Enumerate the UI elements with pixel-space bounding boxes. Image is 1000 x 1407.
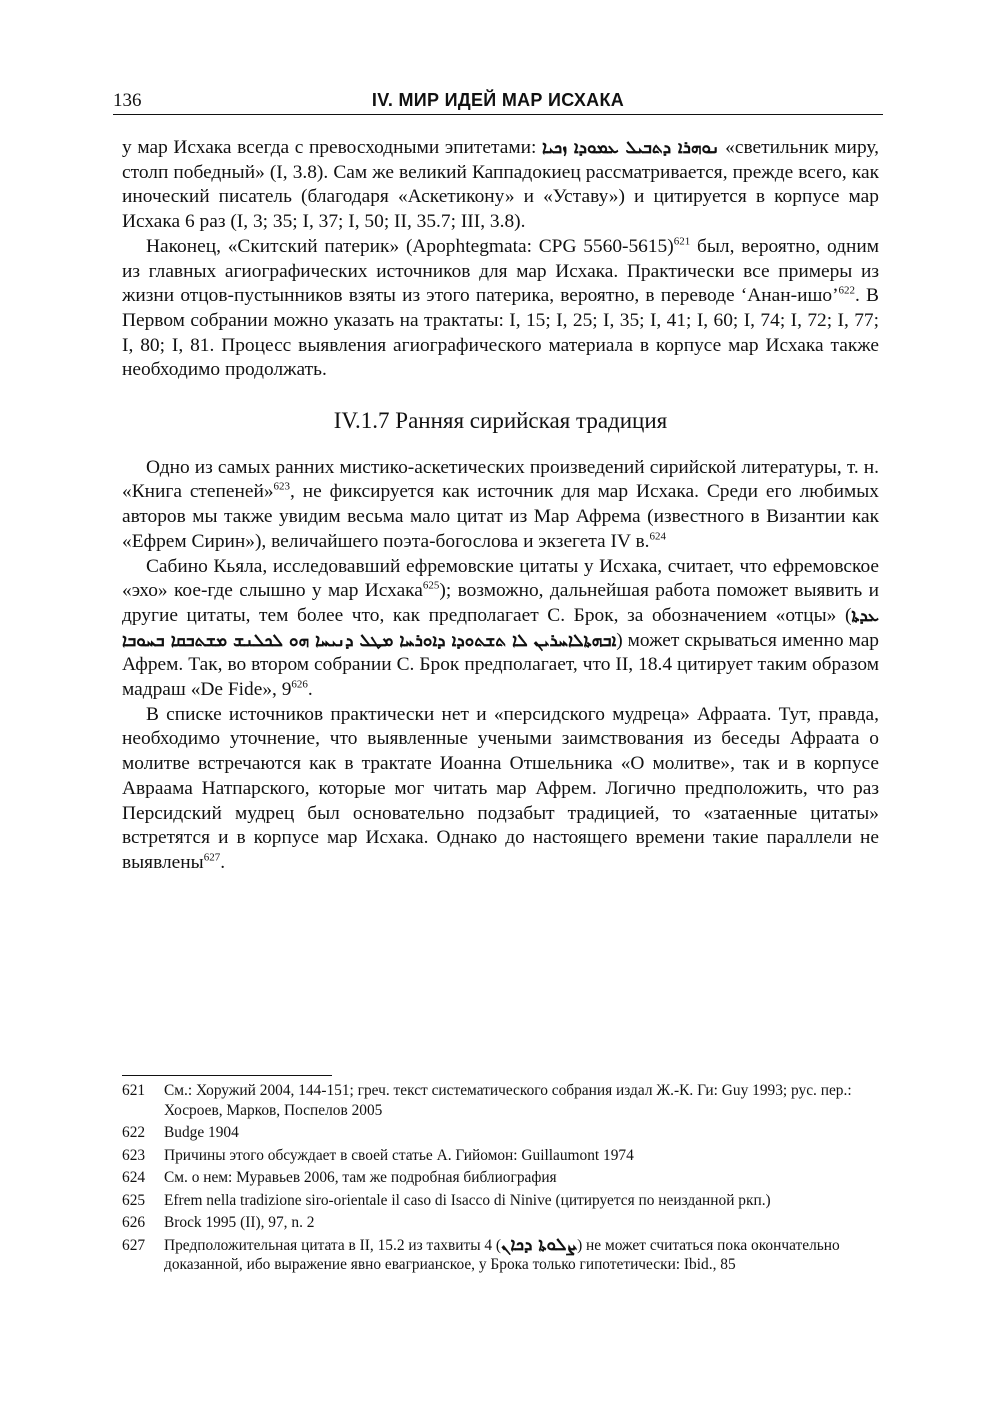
footnote-ref[interactable]: 627	[203, 851, 221, 864]
text-run: , не фиксируется как источник для мар Исхака. Среди его любимых авторов мы также увидим весьма мало цитат из Мар Афрема (известного в Византии как «Ефрем Сирин»), величайшего поэта-богослова и экзегета IV в.	[122, 481, 879, 552]
main-text	[122, 136, 879, 876]
text-run: . В Первом собрании можно указать на трактаты: I, 15; I, 25; I, 35; I, 41; I, 60; I, 74; I, 72; I, 77; I, 80; I, 81. Процесс выявления агиографического материала в корпусе мар Исхака также необходимо продолжать.	[122, 285, 879, 381]
footnote-ref[interactable]: 622	[838, 284, 856, 297]
paragraph-1	[122, 136, 879, 235]
running-head: IV. МИР ИДЕЙ МАР ИСХАКА	[371, 90, 625, 110]
footnote-text: Budge 1904	[164, 1124, 239, 1141]
page-number: 136	[113, 90, 142, 111]
footnote-text: Brock 1995 (II), 97, n. 2	[164, 1214, 315, 1231]
section-heading: IV.1.7 Ранняя сирийская традиция	[333, 408, 668, 434]
footnote-number: 627	[122, 1236, 146, 1254]
syriac-quote: ܢܘܗܪܐ ܕܬܒܝܠ ܥܡܘܕܐ ܙܟܝܐ	[542, 138, 720, 158]
footnote	[122, 1213, 879, 1233]
text-run: Одно из самых ранних мистико-аскетических произведений сирийской литературы, т. н. «Книга степеней»	[122, 456, 879, 503]
footnote-ref[interactable]: 625	[422, 579, 440, 592]
paragraph-5	[122, 703, 879, 876]
syriac-quote: ܐܒܗܬܐ	[583, 630, 617, 651]
text-run: Наконец, «Скитский патерик» (Apophtegmata: CPG 5560-5615)	[146, 235, 674, 257]
footnote-text: Efrem nella tradizione siro-orientale il caso di Isacco di Ninive (цитируется по неизданной ркп.)	[164, 1191, 771, 1209]
footnote	[122, 1123, 879, 1143]
footnote-ref[interactable]: 626	[291, 678, 308, 691]
footnote-ref[interactable]: 624	[649, 530, 666, 543]
syriac-quote: ܨܠܘܬܐ ܕܟܐܢ	[501, 1234, 578, 1255]
footnote-number: 623	[122, 1146, 146, 1164]
footnote-text	[164, 1236, 879, 1275]
footnote-number: 626	[122, 1214, 146, 1231]
paragraph-4	[122, 555, 879, 703]
page-header	[113, 88, 883, 115]
text-run: ) не может считаться пока окончательно доказанной, ибо выражение явно евагрианское, у Брока только гипотетически: Ibid., 85	[164, 1236, 840, 1273]
footnote-number: 622	[122, 1124, 146, 1141]
footnote	[122, 1146, 879, 1166]
text-run: «светильник миру, столп победный» (I, 3.8). Сам же великий Каппадокиец рассматривается, прежде всего, как иноческий писатель (благодаря «Аскетикону» и «Уставу») и цитируется в корпусе мар Исхака 6 раз (I, 3; 35; I, 37; I, 50; II, 35.7; III, 3.8).	[122, 137, 879, 233]
paragraph-3	[122, 456, 879, 555]
syriac-quote: ܥܕܬܐ ܠܐܚܪܝܢ ܠܐ ܬܫܬܘܕܐ ܕܐܘܪܚܐ ܡܛܠ ܕܢܝܚܐ ܗܘ ܠܟܠܢܫ ܡܫܬܒܩܐ ܒܚܘܒܐ	[122, 605, 879, 651]
footnote-text: См.: Хоружий 2004, 144-151; греч. текст систематического собрания издал Ж.-К. Ги: Guy 1993; рус. пер.: Хосроев, Марков, Поспелов 2005	[164, 1082, 852, 1119]
text-run: В списке источников практически нет и «персидского мудреца» Афраата. Тут, правда, необходимо уточнение, что выявленные учеными заимствования из беседы Афраата о молитве встречаются как в трактате Иоанна Отшельника «О молитве», так и в корпусе Авраама Натпарского, которые мог читать мар Афрем. Логично предположить, что раз Персидский мудрец был основательно подзабыт традицией, то «затаенные цитаты» встретятся и в корпусе мар Исхака. Однако до настоящего времени такие параллели не выявлены	[122, 703, 879, 873]
footnote	[122, 1236, 879, 1275]
text-run: ); возможно, дальнейшая работа поможет выявить и другие цитаты, тем более что, как предполагает С. Брок, за обозначением «отцы» (	[122, 580, 879, 626]
text-run: был, вероятно, одним из главных агиографических источников для мар Исхака. Практически все примеры из жизни отцов-пустынников взяты из этого патерика, вероятно, в переводе ‘Анан-ишо’	[122, 235, 879, 307]
paragraph-2	[122, 235, 879, 383]
text-run: Предположительная цитата в II, 15.2 из тахвиты 4 (	[164, 1236, 502, 1254]
footnote-text: См. о нем: Муравьев 2006, там же подробная библиография	[164, 1169, 557, 1186]
footnote	[122, 1081, 879, 1120]
footnote-number: 625	[122, 1191, 146, 1209]
text-run: у мар Исхака всегда с превосходными эпитетами:	[122, 137, 542, 158]
text-run: .	[307, 679, 313, 701]
text-run: .	[220, 851, 226, 873]
footnote	[122, 1191, 879, 1211]
footnote	[122, 1168, 879, 1188]
footnote-number: 621	[122, 1082, 146, 1099]
footnote-text: Причины этого обсуждает в своей статье А. Гийомон: Guillaumont 1974	[164, 1146, 634, 1164]
text-run: Сабино Кьяла, исследовавший ефремовские цитаты у Исхака, считает, что ефремовское «эхо» кое-где слышно у мар Исхака	[122, 555, 879, 602]
footnote-rule	[122, 1075, 332, 1076]
footnote-ref[interactable]: 623	[273, 480, 291, 493]
text-run: ) может скрываться именно мар Афрем. Так, во втором собрании С. Брок предполагает, что II, 18.4 цитирует таким образом мадраш «De Fide», 9	[122, 629, 879, 701]
footnotes	[122, 1081, 879, 1278]
footnote-ref[interactable]: 621	[673, 235, 691, 248]
footnote-number: 624	[122, 1169, 146, 1186]
